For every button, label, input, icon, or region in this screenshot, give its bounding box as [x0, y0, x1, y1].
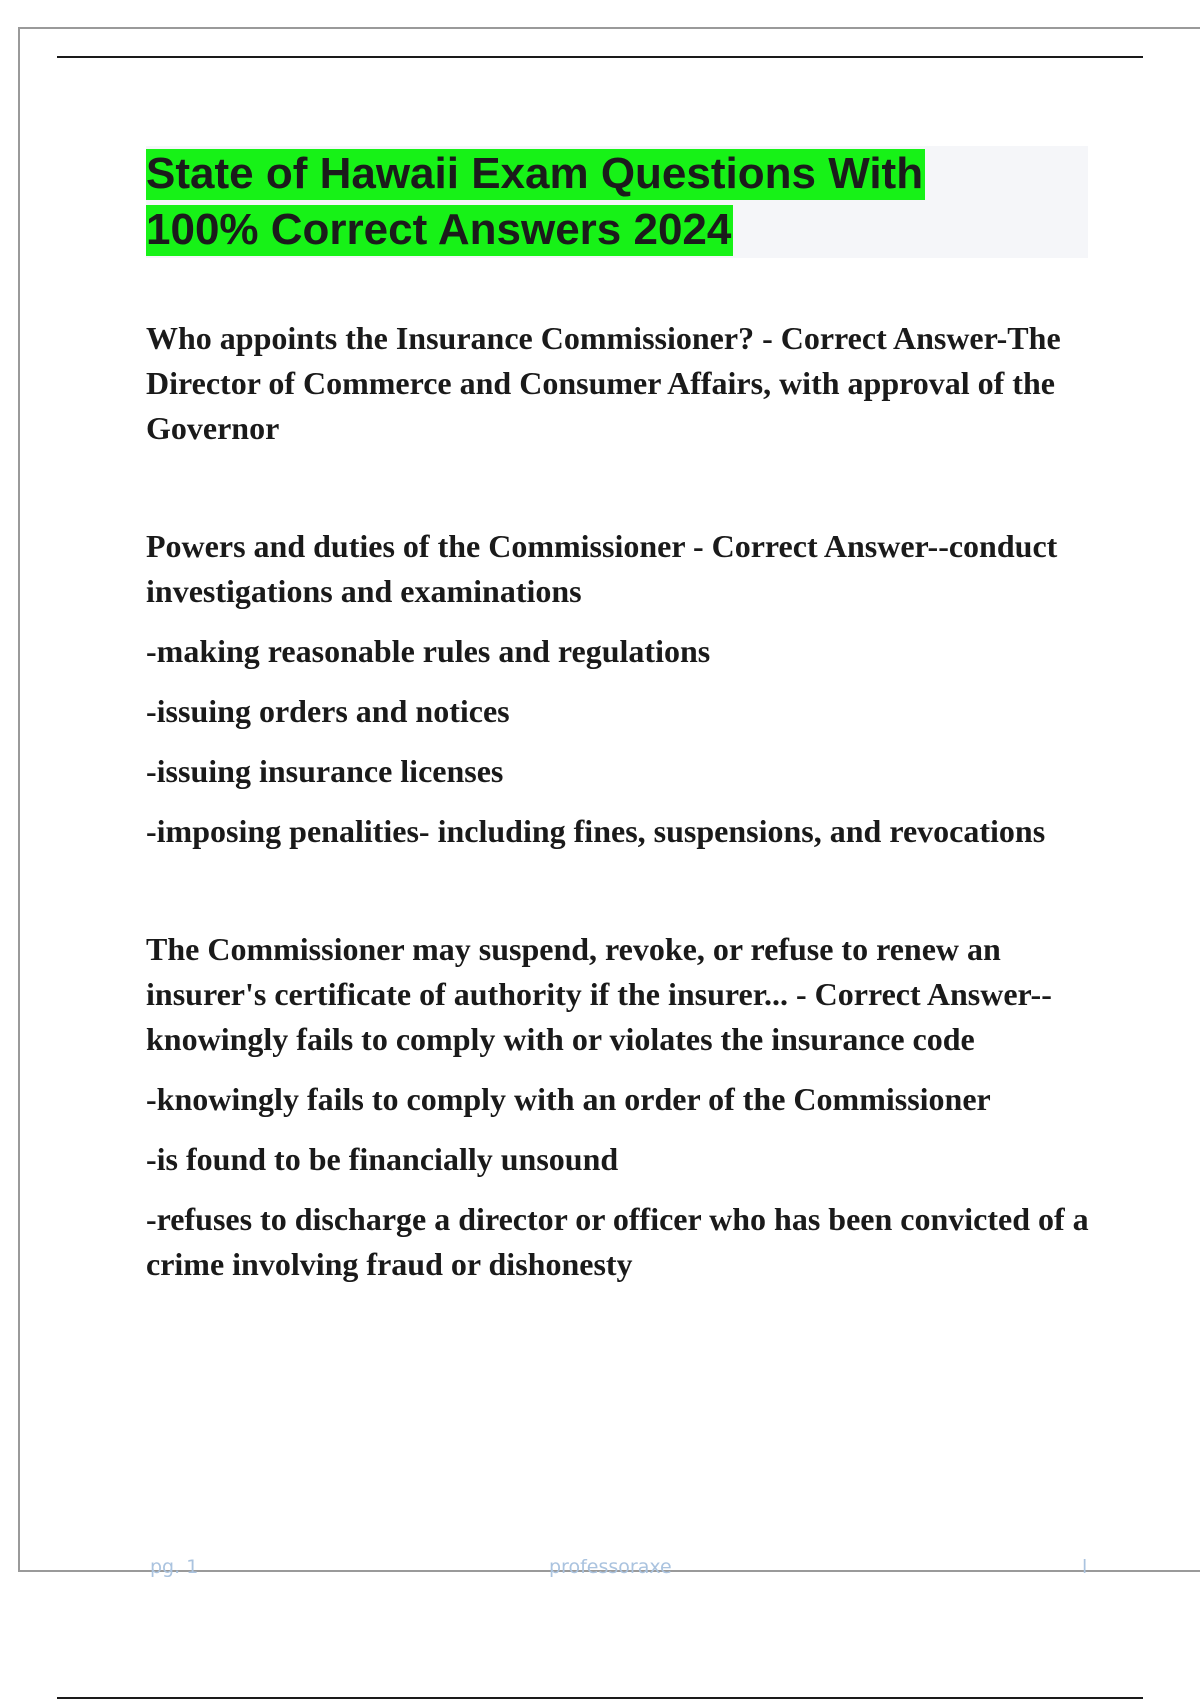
page-number: pg. 1 — [150, 1556, 199, 1578]
qa-section-3 — [146, 927, 1091, 1287]
bottom-rule — [57, 1697, 1143, 1699]
question-answer: The Commissioner may suspend, revoke, or refuse to renew an insurer's certificate of authority if the insurer... - Correct Answer--knowingly fails to comply with or violates the insurance code — [146, 931, 1052, 1057]
page-footer — [0, 1556, 1200, 1586]
footer-separator: l — [1082, 1556, 1088, 1578]
answer-item: -is found to be financially unsound — [146, 1141, 619, 1177]
document-body — [146, 316, 1091, 1287]
document-title — [146, 146, 1088, 258]
top-rule — [57, 56, 1143, 58]
answer-item: -issuing insurance licenses — [146, 753, 504, 789]
title-block — [146, 146, 1088, 258]
answer-item: -making reasonable rules and regulations — [146, 633, 711, 669]
question-answer: Who appoints the Insurance Commissioner? - Correct Answer-The Director of Commerce and Consumer Affairs, with approval of the Governor — [146, 320, 1061, 446]
qa-section-1 — [146, 316, 1091, 451]
answer-item: -imposing penalities- including fines, suspensions, and revocations — [146, 813, 1046, 849]
answer-item: -issuing orders and notices — [146, 693, 510, 729]
title-line-1: State of Hawaii Exam Questions With — [146, 149, 924, 198]
title-line-2: 100% Correct Answers 2024 — [146, 205, 732, 254]
answer-item: -knowingly fails to comply with an order of the Commissioner — [146, 1081, 991, 1117]
answer-item: -refuses to discharge a director or officer who has been convicted of a crime involving fraud or dishonesty — [146, 1201, 1089, 1282]
question-answer: Powers and duties of the Commissioner - Correct Answer--conduct investigations and examinations — [146, 528, 1058, 609]
footer-author: professoraxe — [549, 1556, 672, 1578]
qa-section-2 — [146, 524, 1091, 854]
